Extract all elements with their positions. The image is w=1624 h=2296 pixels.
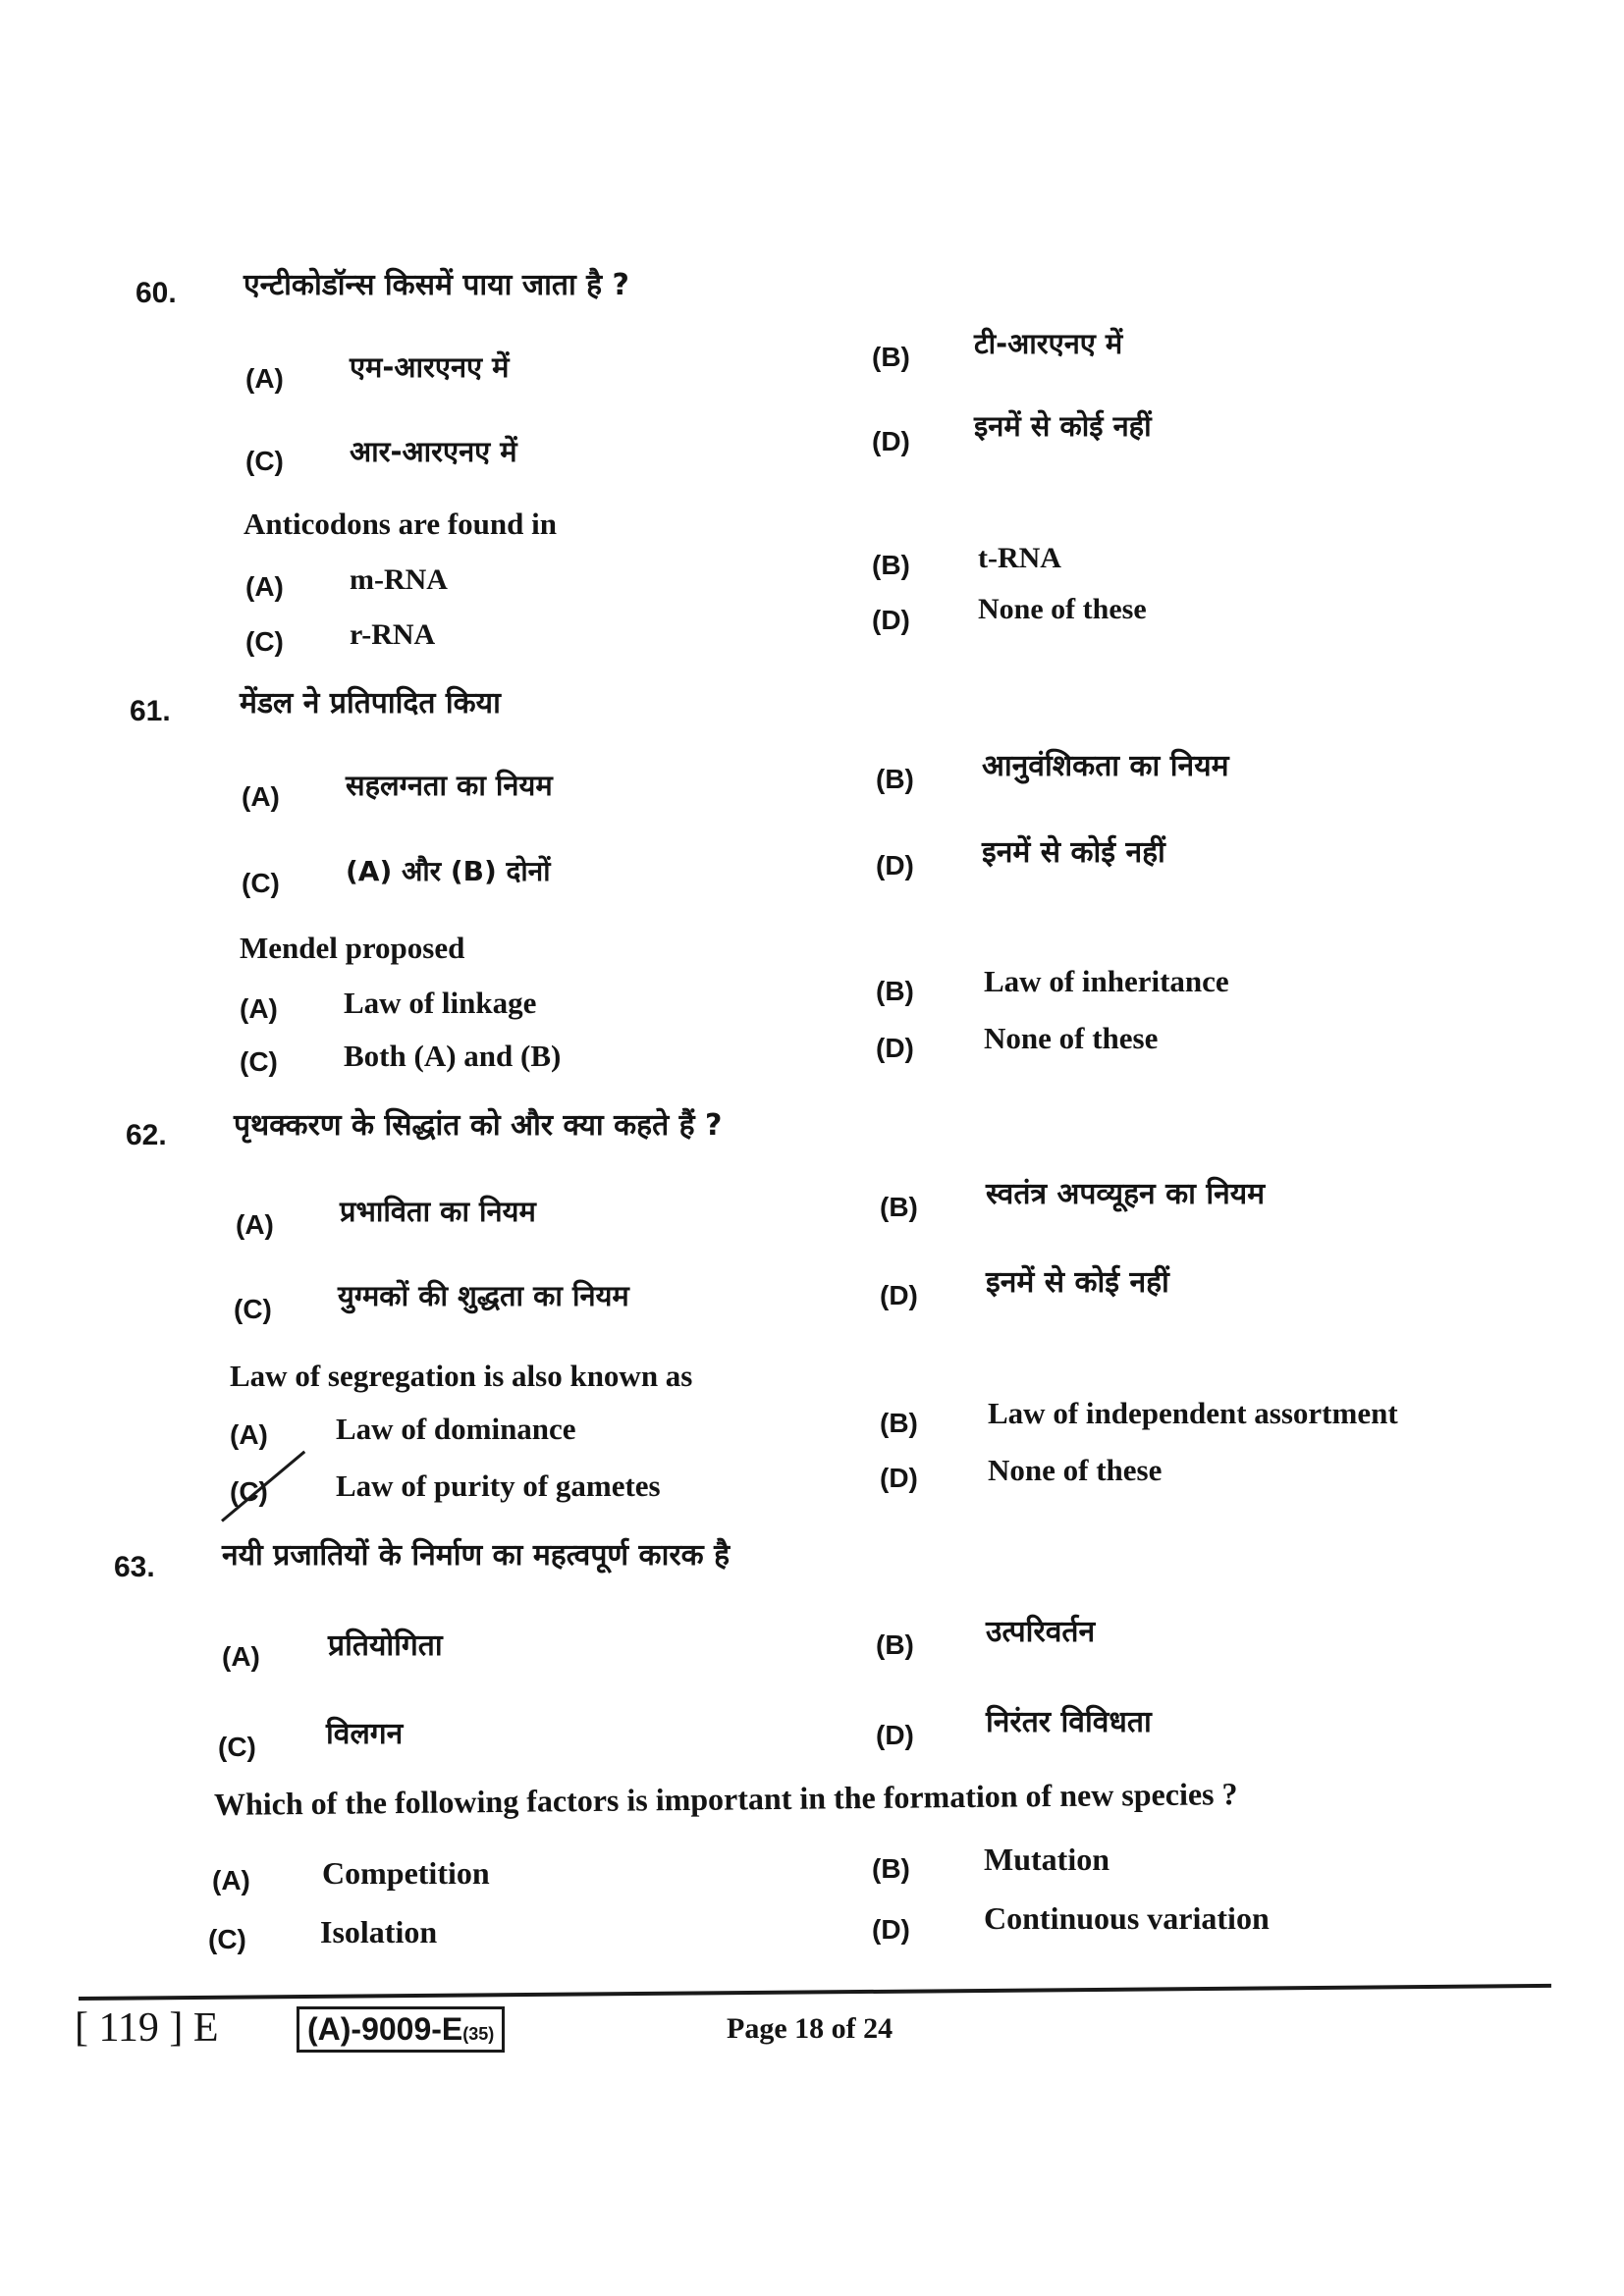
option-label: (A) [245, 571, 284, 602]
option-text-hindi: स्वतंत्र अपव्यूहन का नियम [986, 1177, 1266, 1211]
footer-series: [ 119 ] E [75, 2005, 219, 2051]
question-number: 63. [114, 1551, 155, 1583]
question-text-english: Law of segregation is also known as [230, 1359, 693, 1393]
option-label: (D) [880, 1280, 918, 1310]
option-text-english: m-RNA [350, 563, 448, 596]
option-label: (A) [240, 993, 278, 1024]
question-text-english: Mendel proposed [240, 931, 465, 965]
option-text-english: None of these [984, 1021, 1159, 1055]
option-text-hindi: इनमें से कोई नहीं [986, 1265, 1169, 1300]
option-text-english: None of these [978, 593, 1147, 625]
footer-rule [79, 1984, 1551, 2001]
option-label: (D) [876, 850, 914, 881]
option-text-hindi: विलगन [326, 1717, 404, 1751]
option-label: (A) [212, 1865, 250, 1896]
option-text-english: Law of independent assortment [988, 1396, 1398, 1430]
option-text-english: r-RNA [350, 618, 436, 651]
option-text-english: Competition [322, 1855, 490, 1891]
option-text-english: None of these [988, 1453, 1163, 1487]
option-label: (B) [872, 1853, 910, 1884]
option-text-english: t-RNA [978, 542, 1061, 574]
question-number: 60. [135, 277, 177, 309]
option-text-english: Continuous variation [984, 1900, 1270, 1936]
question-number: 61. [130, 695, 171, 727]
option-text-hindi: निरंतर विविधता [986, 1705, 1152, 1739]
option-label: (C) [242, 868, 280, 898]
option-label: (A) [236, 1209, 274, 1240]
option-label: (C) [240, 1046, 278, 1077]
option-text-english: Mutation [984, 1842, 1110, 1877]
option-text-english: Law of linkage [344, 986, 537, 1020]
option-label: (D) [872, 426, 910, 456]
option-label: (C) [245, 626, 284, 657]
option-text-hindi: प्रभाविता का नियम [340, 1195, 536, 1228]
option-text-english: Isolation [320, 1914, 438, 1949]
option-text-english: Law of dominance [336, 1412, 576, 1446]
option-text-hindi: आनुवंशिकता का नियम [982, 749, 1229, 783]
option-label: (B) [880, 1408, 918, 1438]
option-text-hindi: एम-आरएनए में [350, 350, 510, 384]
option-label: (B) [872, 342, 910, 372]
question-number: 62. [126, 1119, 167, 1151]
option-text-english: Both (A) and (B) [344, 1039, 562, 1073]
option-text-hindi: प्रतियोगिता [328, 1629, 443, 1663]
option-text-hindi: सहलग्नता का नियम [346, 769, 553, 802]
page-number: Page 18 of 24 [727, 2012, 893, 2045]
option-text-hindi: युग्मकों की शुद्धता का नियम [338, 1279, 629, 1312]
option-label: (D) [880, 1463, 918, 1493]
option-text-hindi: (A) और (B) दोनों [346, 855, 551, 887]
option-label: (B) [876, 1629, 914, 1660]
option-label: (A) [242, 781, 280, 812]
option-text-hindi: इनमें से कोई नहीं [982, 835, 1165, 870]
footer-paper-code [297, 2006, 505, 2053]
option-text-english: Law of purity of gametes [336, 1468, 661, 1503]
option-label: (C) [234, 1294, 272, 1324]
footer-code-sub: (35) [462, 2024, 495, 2044]
question-text-hindi: एन्टीकोडॉन्स किसमें पाया जाता है ? [244, 268, 629, 302]
question-text-english: Which of the following factors is important in the formation of new species ? [213, 1776, 1238, 1822]
option-text-hindi: इनमें से कोई नहीं [974, 409, 1152, 443]
option-text-hindi: उत्परिवर्तन [986, 1615, 1096, 1649]
option-label: (A) [245, 363, 284, 394]
question-text-hindi: नयी प्रजातियों के निर्माण का महत्वपूर्ण कारक है [222, 1538, 731, 1573]
option-label: (D) [872, 1914, 910, 1945]
option-label: (C) [218, 1732, 256, 1762]
option-label: (D) [876, 1720, 914, 1750]
option-label: (D) [876, 1033, 914, 1063]
question-text-hindi: मेंडल ने प्रतिपादित किया [240, 686, 501, 721]
option-label: (B) [872, 550, 910, 580]
option-text-english: Law of inheritance [984, 964, 1229, 998]
option-text-hindi: टी-आरएनए में [974, 327, 1123, 360]
question-text-hindi: पृथक्करण के सिद्धांत को और क्या कहते हैं ? [234, 1108, 723, 1143]
option-label: (C) [245, 446, 284, 476]
option-text-hindi: आर-आरएनए में [350, 435, 517, 468]
option-label: (A) [230, 1419, 268, 1450]
option-label: (B) [876, 764, 914, 794]
option-label-marked: (C) [230, 1476, 268, 1507]
option-label: (A) [222, 1641, 260, 1672]
option-label: (B) [876, 976, 914, 1006]
footer-code-main: (A)-9009-E [307, 2011, 463, 2047]
option-label: (D) [872, 605, 910, 635]
question-text-english: Anticodons are found in [244, 507, 557, 541]
option-label: (B) [880, 1192, 918, 1222]
option-label: (C) [208, 1924, 246, 1954]
